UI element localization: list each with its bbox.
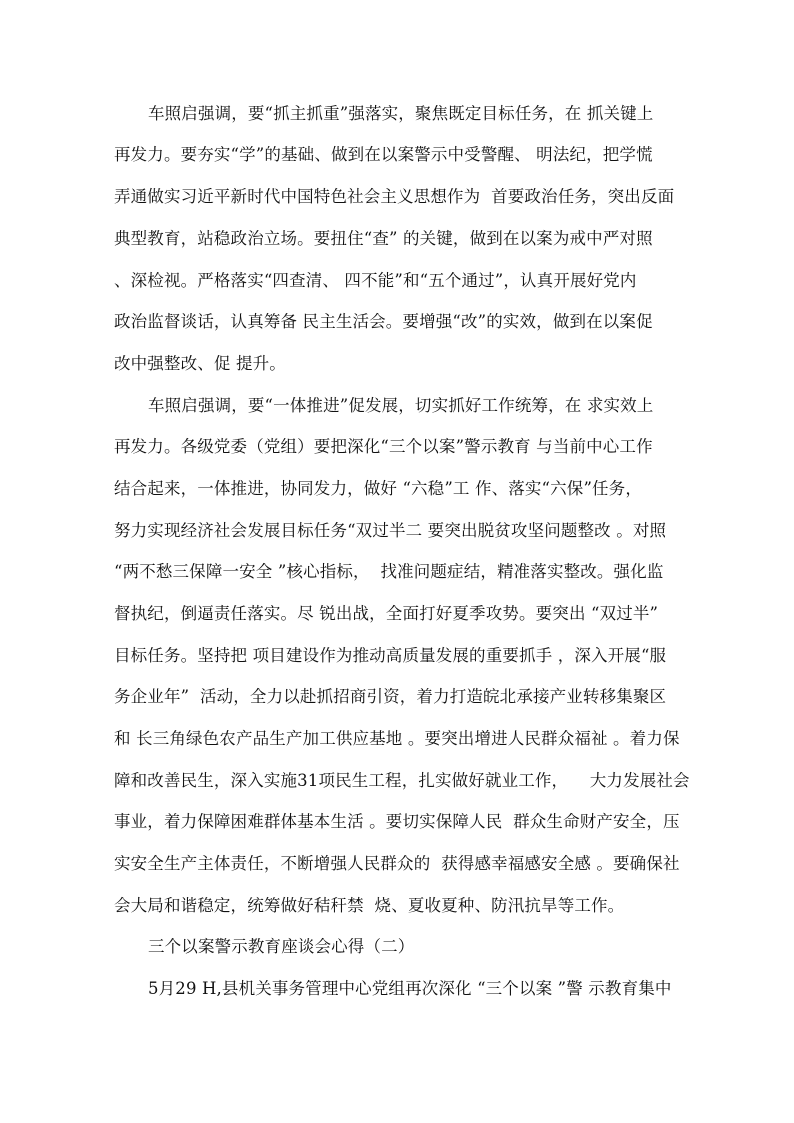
text-line-8: 车照启强调，要“一体推进”促发展，切实抓好工作统筹，在 求实效上 <box>148 396 654 415</box>
text-line-17: 障和改善民生，深入实施31项民生工程，扎实做好就业工作， 大力发展社会 <box>114 771 690 790</box>
text-line-21: 5月29 H,县机关事务管理中心党组再次深化 “三个以案 ”警 示教育集中 <box>148 979 672 998</box>
text-line-6: 政治监督谈话，认真筹备 民主生活会。要增强“改”的实效，做到在以案促 <box>114 312 653 331</box>
text-line-13: 督执纪，倒逼责任落实。尽 锐出战，全面打好夏季攻势。要突出 “双过半” <box>114 604 659 623</box>
section-heading: 三个以案警示教育座谈会心得（二） <box>148 937 415 956</box>
text-line-4: 典型教育，站稳政治立场。要扭住“查” 的关键，做到在以案为戒中严对照 <box>114 229 653 248</box>
text-line-12: “两不愁三保障一安全 ”核心指标， 找准问题症结，精准落实整改。强化监 <box>114 562 664 581</box>
text-line-2: 再发力。要夯实“学”的基础、做到在以案警示中受警醒、 明法纪，把学慌 <box>114 145 653 164</box>
text-line-10: 结合起来，一体推进，协同发力，做好 “六稳”工 作、落实“六保”任务， <box>114 479 642 498</box>
text-line-7: 改中强整改、促 提升。 <box>114 354 286 373</box>
text-line-1: 车照启强调，要“抓主抓重”强落实，聚焦既定目标任务，在 抓关键上 <box>148 104 654 123</box>
text-line-20: 会大局和谐稳定，统筹做好秸秆禁 烧、夏收夏种、防汛抗旱等工作。 <box>114 896 625 915</box>
text-line-14: 目标任务。坚持把 项目建设作为推动高质量发展的重要抓手 ，深入开展“服 <box>114 646 667 665</box>
text-line-15: 务企业年” 活动，全力以赴抓招商引资，着力打造皖北承接产业转移集聚区 <box>114 687 667 706</box>
text-line-5: 、深检视。严格落实“四查清、 四不能”和“五个通过”，认真开展好党内 <box>114 271 637 290</box>
text-line-16: 和 长三角绿色农产品生产加工供应基地 。要突出增进人民群众福祉 。着力保 <box>114 729 680 748</box>
text-line-9: 再发力。各级党委（党组）要把深化“三个以案”警示教育 与当前中心工作 <box>114 437 653 456</box>
text-line-3: 弄通做实习近平新时代中国特色社会主义思想作为 首要政治任务，突出反面 <box>114 187 675 206</box>
text-line-11: 努力实现经济社会发展目标任务“双过半二 要突出脱贫攻坚问题整改 。对照 <box>114 521 667 540</box>
text-line-19: 实安全生产主体责任，不断增强人民群众的 获得感幸福感安全感 。要确保社 <box>114 854 680 873</box>
text-line-18: 事业，着力保障困难群体基本生活 。要切实保障人民 群众生命财产安全，压 <box>114 812 680 831</box>
